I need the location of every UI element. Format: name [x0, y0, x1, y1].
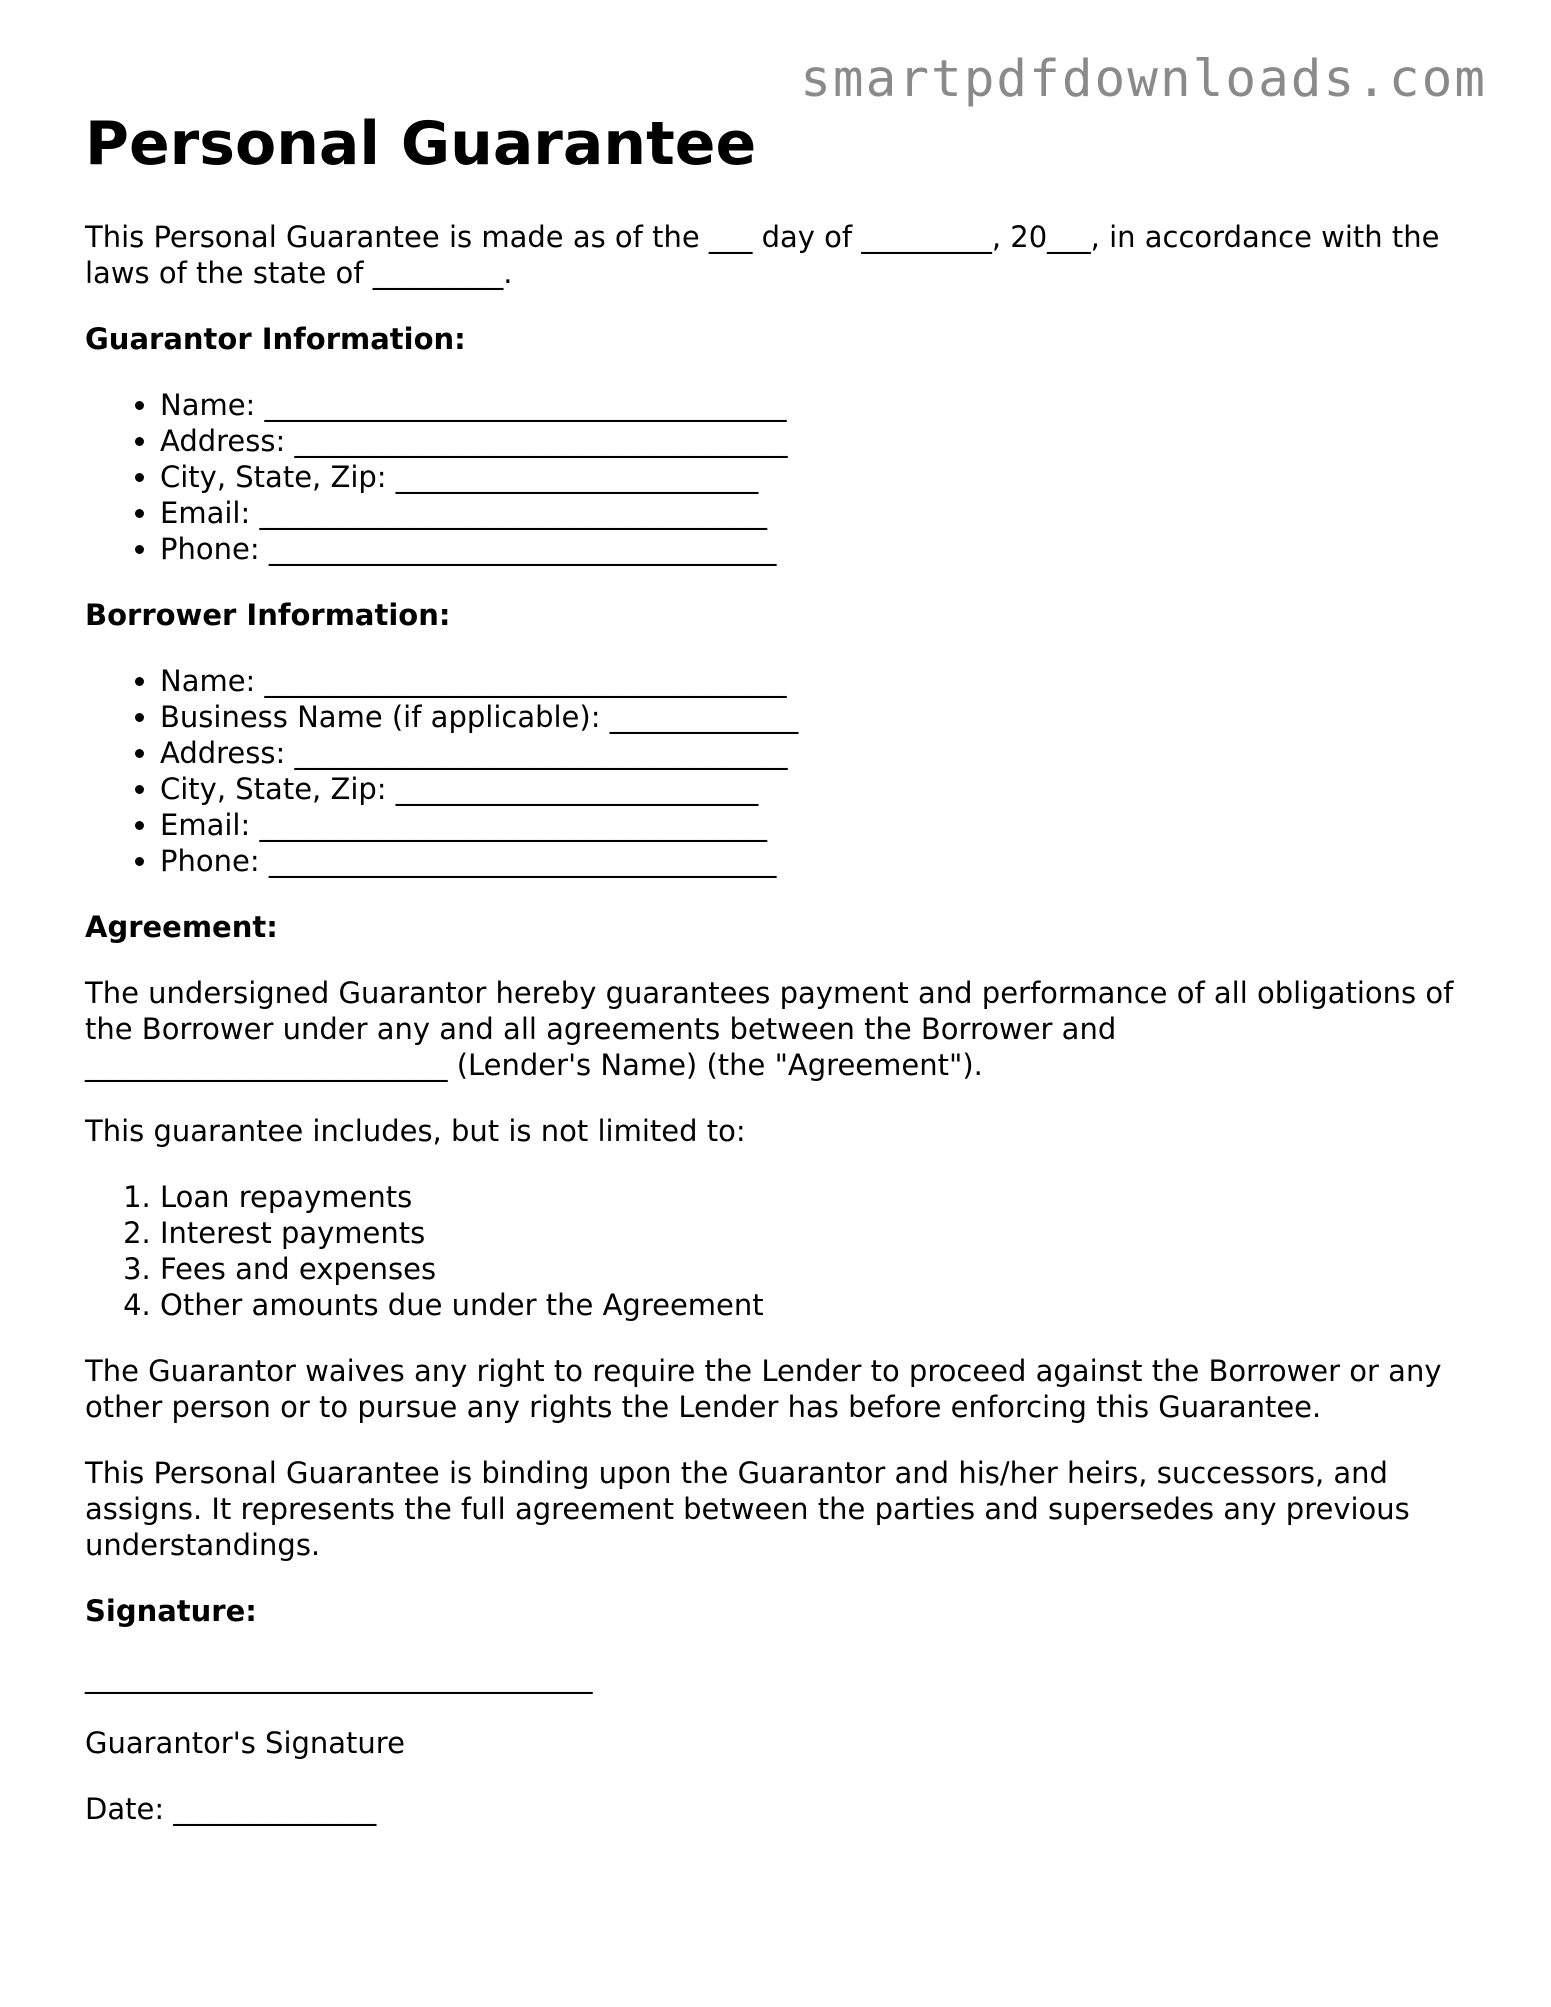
borrower-address-field: • Address: __________________________________ [160, 735, 1485, 771]
guarantor-email-field: • Email: ___________________________________ [160, 495, 1485, 531]
intro-paragraph: This Personal Guarantee is made as of the ___ day of _________, 20___, in accordance with the laws of the state of _________. [85, 220, 1440, 290]
borrower-email-field: • Email: ___________________________________ [160, 807, 1485, 843]
binding-paragraph: This Personal Guarantee is binding upon the Guarantor and his/her heirs, successors, and assigns. It represents the full agreement between the parties and supersedes any previous understandings. [85, 1456, 1410, 1562]
agreement-heading: Agreement: [85, 910, 278, 944]
signature-heading: Signature: [85, 1594, 257, 1628]
borrower-city-state-zip-field: • City, State, Zip: _________________________ [160, 771, 1485, 807]
list-item: 1. Loan repayments [160, 1179, 1485, 1215]
guarantor-heading: Guarantor Information: [85, 322, 466, 356]
list-item: 4. Other amounts due under the Agreement [160, 1287, 1485, 1323]
guarantor-address-field: • Address: __________________________________ [160, 423, 1485, 459]
borrower-phone-field: • Phone: ___________________________________ [160, 843, 1485, 879]
waiver-paragraph: The Guarantor waives any right to require the Lender to proceed against the Borrower or any other person or to pursue any rights the Lender has before enforcing this Guarantee. [85, 1354, 1442, 1424]
borrower-heading: Borrower Information: [85, 598, 451, 632]
list-item: 2. Interest payments [160, 1215, 1485, 1251]
borrower-business-name-field: • Business Name (if applicable): _____________ [160, 699, 1485, 735]
date-field: Date: ______________ [85, 1792, 377, 1826]
guarantor-phone-field: • Phone: ___________________________________ [160, 531, 1485, 567]
list-item: 3. Fees and expenses [160, 1251, 1485, 1287]
guarantor-city-state-zip-field: • City, State, Zip: _________________________ [160, 459, 1485, 495]
guarantor-name-field: • Name: ____________________________________ [160, 387, 1485, 423]
signature-label: Guarantor's Signature [85, 1726, 405, 1760]
watermark: smartpdfdownloads.com [800, 50, 1487, 109]
borrower-fields [85, 663, 1485, 879]
document-body [85, 219, 1485, 1857]
includes-intro: This guarantee includes, but is not limited to: [85, 1114, 746, 1148]
document-title: Personal Guarantee [85, 109, 757, 179]
borrower-name-field: • Name: ____________________________________ [160, 663, 1485, 699]
signature-line: ___________________________________ [85, 1660, 593, 1694]
agreement-paragraph: The undersigned Guarantor hereby guarantees payment and performance of all obligations of the Borrower under any and all agreements between the Borrower and _________________________ (Lender's Name) (the "Agreement"). [85, 976, 1454, 1082]
guarantee-items [85, 1179, 1485, 1323]
guarantor-fields [85, 387, 1485, 567]
